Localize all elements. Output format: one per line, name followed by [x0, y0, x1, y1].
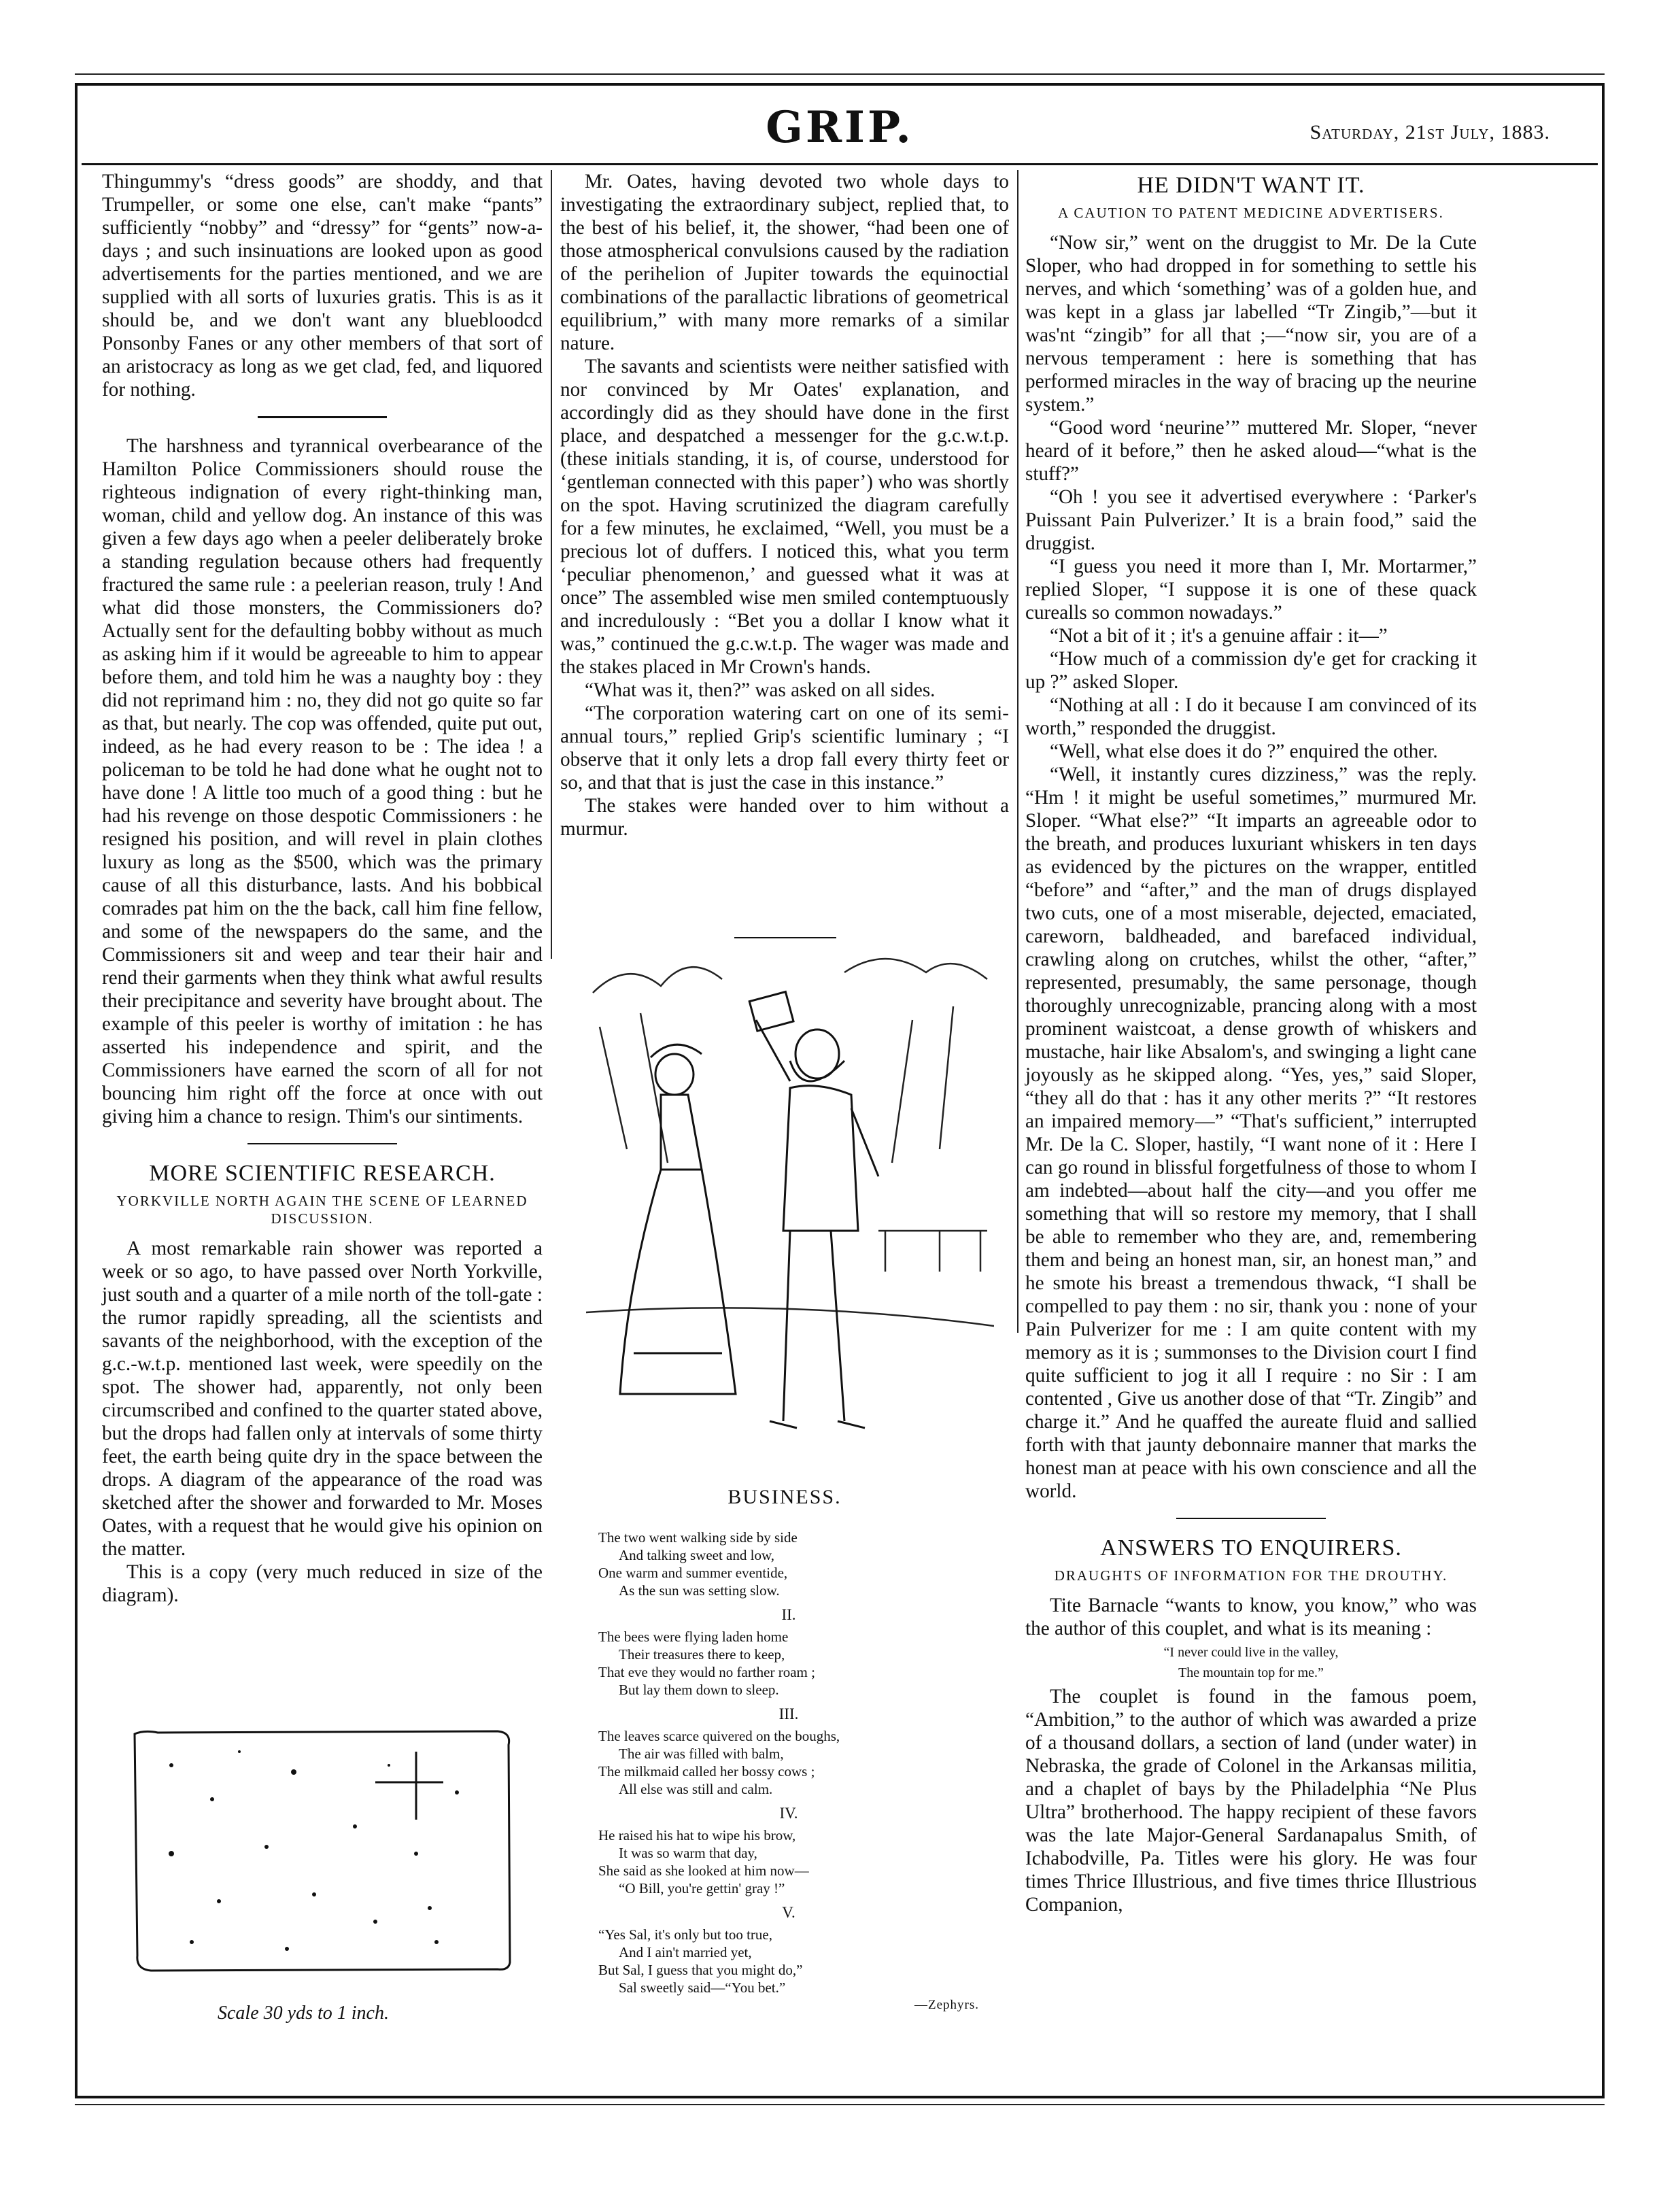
- article-headline: ANSWERS TO ENQUIRERS.: [1100, 1535, 1402, 1561]
- poem-line: But Sal, I guess that you might do,”: [598, 1962, 803, 1978]
- article-subheadline: YORKVILLE NORTH AGAIN THE SCENE OF LEARNED DISCUSSION.: [116, 1193, 528, 1227]
- column-1: [102, 170, 543, 1607]
- stanza-number: IV.: [779, 1805, 798, 1822]
- poem-line: He raised his hat to wipe his brow,: [598, 1827, 796, 1843]
- poem-line: Their treasures there to keep,: [619, 1646, 785, 1663]
- section-separator: [1176, 1518, 1326, 1519]
- stanza-number: V.: [782, 1904, 795, 1921]
- article-paragraph: Tite Barnacle “wants to know, you know,” who was the author of this couplet, and what is its meaning :: [1025, 1595, 1477, 1639]
- article-paragraph: “Not a bit of it ; it's a genuine affair : it—”: [1050, 625, 1388, 647]
- article-paragraph: “Oh ! you see it advertised everywhere : ‘Parker's Puissant Pain Pulverizer.’ It is a brain food,” said the druggist.: [1025, 486, 1477, 554]
- article-paragraph: “Well, what else does it do ?” enquired the other.: [1050, 741, 1438, 762]
- poem-line: And talking sweet and low,: [619, 1547, 775, 1563]
- poem-line: The leaves scarce quivered on the boughs,: [598, 1728, 840, 1744]
- poem-line: And I ain't married yet,: [619, 1944, 752, 1960]
- poem-line: One warm and summer eventide,: [598, 1565, 788, 1581]
- article-paragraph: “I guess you need it more than I, Mr. Mortarmer,” replied Sloper, “I suppose it is one of these quack curealls so common nowadays.”: [1025, 556, 1477, 624]
- poem-line: The bees were flying laden home: [598, 1629, 789, 1645]
- bottom-border-line: [75, 2104, 1605, 2105]
- poem-line: “Yes Sal, it's only but too true,: [598, 1926, 772, 1943]
- diagram-scale-label: Scale 30 yds to 1 inch.: [218, 2003, 389, 2024]
- poem-line: The milkmaid called her bossy cows ;: [598, 1763, 815, 1780]
- article-headline: MORE SCIENTIFIC RESEARCH.: [149, 1161, 496, 1186]
- top-border-line: [75, 73, 1605, 75]
- article-paragraph: Thingummy's “dress goods” are shoddy, and that Trumpeller, or some one else, can't make “pants” sufficiently “nobby” and “dressy” for “gents” now-a-days ; and such insinuations are looked upon as good advertisements for the parties mentioned, and we are supplied with all sorts of luxuries gratis. This is as it should be, and we don't want any bluebloodcd Ponsonby Fanes or any other members of that sort of an aristocracy as long as we get clad, fed, and liquored for nothing.: [102, 171, 543, 401]
- article-paragraph: The couplet is found in the famous poem, “Ambition,” to the author of which was awarded a prize of a thousand dollars, a section of land (under water) in Nebraska, the grade of Colonel in the Arkansas militia, and a chaplet of bays by the Philadelphia “Ne Plus Ultra” brotherhood. The happy recipient of these favors was the late Major-General Sardanapalus Smith, of Ichabodville, Pa. Titles were his glory. He was four times Thrice Illustrious, and five times thrice Illustrious Companion,: [1025, 1686, 1477, 1916]
- column-divider-2: [1017, 170, 1018, 1333]
- article-paragraph: Mr. Oates, having devoted two whole days to investigating the extraordinary subject, replied that, to the best of his belief, it, the shower, “had been one of those atmospherical convulsions caused by the radiation of the perihelion of Jupiter towards the equinoctial combinations of the parallactic librations of geometrical equilibrium,” with many more remarks of a similar nature.: [560, 171, 1009, 354]
- article-subheadline: A CAUTION TO PATENT MEDICINE ADVERTISERS.: [1058, 205, 1444, 221]
- article-paragraph: “Nothing at all : I do it because I am convinced of its worth,” responded the druggist.: [1025, 694, 1477, 739]
- article-paragraph: “Now sir,” went on the druggist to Mr. De la Cute Sloper, who had dropped in for something to settle his nerves, and which ‘something’ was of a golden hue, and was kept in a glass jar labelled “Tr Zingib,”—but it was'nt “zingib” for all that ;—“now sir, you are of a nervous temperament : here is something that has performed miracles in the way of bracing up the neurine system.”: [1025, 232, 1477, 415]
- article-paragraph: The harshness and tyrannical overbearance of the Hamilton Police Commissioners should rouse the righteous indignation of every right-thinking man, woman, child and yellow dog. An instance of this was given a few days ago when a peeler deliberately broke a standing regulation because others had frequently fractured the same rule : a peelerian reason, truly ! And what did those monsters, the Commissioners do? Actually sent for the defaulting bobby without as much as asking him if it would be agreeable to him to appear before them, and told him he was a naughty boy : they did not reprimand him : no, they did not go quite so far as that, but nearly. The cop was offended, quite put out, indeed, as he had every reason to be : The idea ! a policeman to be told he had done what he ought not to have done ! A little too much of a good thing : but he had his revenge on those despotic Commissioners : he resigned his position, and will revel in plain clothes luxury as long as the $500, which was the primary cause of all this disturbance, lasts. And his bobbical comrades pat him on the the back, call him fine fellow, and some of the newspapers do the same, and the Commissioners sit and weep and tear their hair and rend their garments when they think what awful results their precipitance and severity have brought about. The example of this peeler is worthy of imitation : he has asserted his independence and spirit, and the Commissioners have earned the scorn of all for not bouncing him right off the force at once with out giving him a chance to resign. Thim's our sintiments.: [102, 435, 543, 1127]
- business-cartoon-illustration: [586, 945, 994, 1472]
- article-paragraph: A most remarkable rain shower was reported a week or so ago, to have passed over North Yorkville, just south and a quarter of a mile north of the toll-gate : the rumor rapidly spreading, all the scientists and savants of the neighborhood, with the exception of the g.c.-w.t.p. mentioned last week, were speedily on the spot. The shower had, apparently, not only been circumscribed and confined to the quarter stated above, but the drops had fallen only at intervals of some thirty feet, the earth being quite dry in the space between the drops. A diagram of the appearance of the road was sketched after the shower and forwarded to Mr. Moses Oates, with a request that he would give his opinion on the matter.: [102, 1238, 543, 1560]
- poem-line: That eve they would no farther roam ;: [598, 1664, 815, 1680]
- poem-business: [585, 1529, 993, 2014]
- poem-line: The two went walking side by side: [598, 1529, 798, 1546]
- article-paragraph: “Good word ‘neurine’” muttered Mr. Sloper, “never heard of it before,” then he asked aloud—“what is the stuff?”: [1025, 417, 1477, 485]
- poem-signature: —Zephyrs.: [914, 1998, 979, 2012]
- poem-line: “O Bill, you're gettin' gray !”: [619, 1880, 785, 1896]
- poem-body: [598, 1529, 979, 2014]
- poem-line: She said as she looked at him now—: [598, 1862, 809, 1879]
- article-paragraph: The savants and scientists were neither satisfied with nor convinced by Mr Oates' explanation, and accordingly did as they should have done in the first place, and despatched a messenger for the g.c.w.t.p. (these initials standing, it is, of course, understood for ‘gentleman connected with this paper’) who was shortly on the spot. Having scrutinized the diagram carefully for a few minutes, he exclaimed, “Well, you must be a precious lot of duffers. I noticed this, what you term ‘peculiar phenomenon,’ and guessed what it was at once” The assembled wise men smiled contemptuously and incredulously : “Bet you a dollar I know what it was,” continued the g.c.w.t.p. The wager was made and the stakes placed in Mr Crown's hands.: [560, 356, 1009, 678]
- article-paragraph: “The corporation watering cart on one of its semi-annual tours,” replied Grip's scientific luminary ; “I observe that it only lets a drop fall every thirty feet or so, and that that is just the case in this instance.”: [560, 702, 1009, 794]
- poem-line: The air was filled with balm,: [619, 1746, 784, 1762]
- article-paragraph: “Well, it instantly cures dizziness,” was the reply. “Hm ! it might be useful sometimes,” murmured Mr. Sloper. “What else?” “It imparts an agreeable odor to the breath, and produces luxuriant whiskers in ten days as evidenced by the pictures on the wrapper, entitled “before” and “after,” and the man of drugs displayed two cuts, one of a most miserable, dejected, emaciated, careworn, baldheaded, and barefaced individual, crawling along on crutches, whilst the other, “after,” represented, presumably, the same personage, though thoroughly unrecognizable, prancing along with a most prominent waistcoat, a dense growth of whiskers and mustache, hair like Absalom's, and swinging a light cane joyously as he skipped along. “Yes, yes,” said Sloper, “they all do that : has it any other merits ?” “It restores an impaired memory—” “That's sufficient,” interrupted Mr. De la C. Sloper, hastily, “I want none of it : Here I can go round in blissful forgetfulness of those to whom I am indebted—about half the city—and you offer me something that will so restore my memory, that I shall be able to remember who they are, and, remembering them and being an honest man, sir, an honest man,” and he smote his breast a tremendous thwack, “I shall be compelled to pay them : no sir, thank you : none of your Pain Pulverizer for me : I am quite content with my memory as it is ; summonses to the Division court I find quite sufficient to jog it all I require : no Sir : I am contented , Give us another dose of that “Tr. Zingib” and charge it.” And he quaffed the aureate fluid and sallied forth with that jaunty debonnaire manner that marks the honest man at peace with his own conscience and all the world.: [1025, 764, 1477, 1502]
- poem-line: All else was still and calm.: [619, 1781, 773, 1797]
- article-paragraph: “How much of a commission dy'e get for cracking it up ?” asked Sloper.: [1025, 648, 1477, 693]
- issue-date: Saturday, 21st July, 1883.: [1309, 121, 1550, 143]
- masthead-rule: [82, 163, 1598, 165]
- article-paragraph: This is a copy (very much reduced in size of the diagram).: [102, 1561, 543, 1606]
- article-paragraph: “What was it, then?” was asked on all sides.: [585, 679, 936, 701]
- stanza-number: III.: [778, 1705, 799, 1722]
- poem-line: But lay them down to sleep.: [619, 1682, 779, 1698]
- rain-diagram-image: [131, 1724, 517, 1996]
- stanza-number: II.: [781, 1606, 796, 1623]
- poem-line: Sal sweetly said—“You bet.”: [619, 1979, 786, 1996]
- section-separator: [734, 937, 836, 938]
- quoted-couplet-line: “I never could live in the valley,: [1163, 1645, 1339, 1660]
- poem-line: It was so warm that day,: [619, 1845, 757, 1861]
- column-2: [560, 170, 1009, 840]
- column-divider-1: [551, 170, 552, 959]
- article-headline: HE DIDN'T WANT IT.: [1137, 173, 1365, 198]
- section-separator: [258, 416, 387, 418]
- article-paragraph: The stakes were handed over to him without a murmur.: [560, 795, 1009, 840]
- publication-title: GRIP.: [766, 102, 914, 153]
- poem-line: As the sun was setting slow.: [619, 1582, 780, 1599]
- masthead: [75, 102, 1605, 156]
- section-separator: [247, 1143, 397, 1144]
- article-subheadline: DRAUGHTS OF INFORMATION FOR THE DROUTHY.: [1054, 1567, 1448, 1584]
- column-3: [1025, 170, 1477, 1916]
- quoted-couplet-line: The mountain top for me.”: [1178, 1665, 1324, 1680]
- cartoon-caption: BUSINESS.: [727, 1486, 842, 1508]
